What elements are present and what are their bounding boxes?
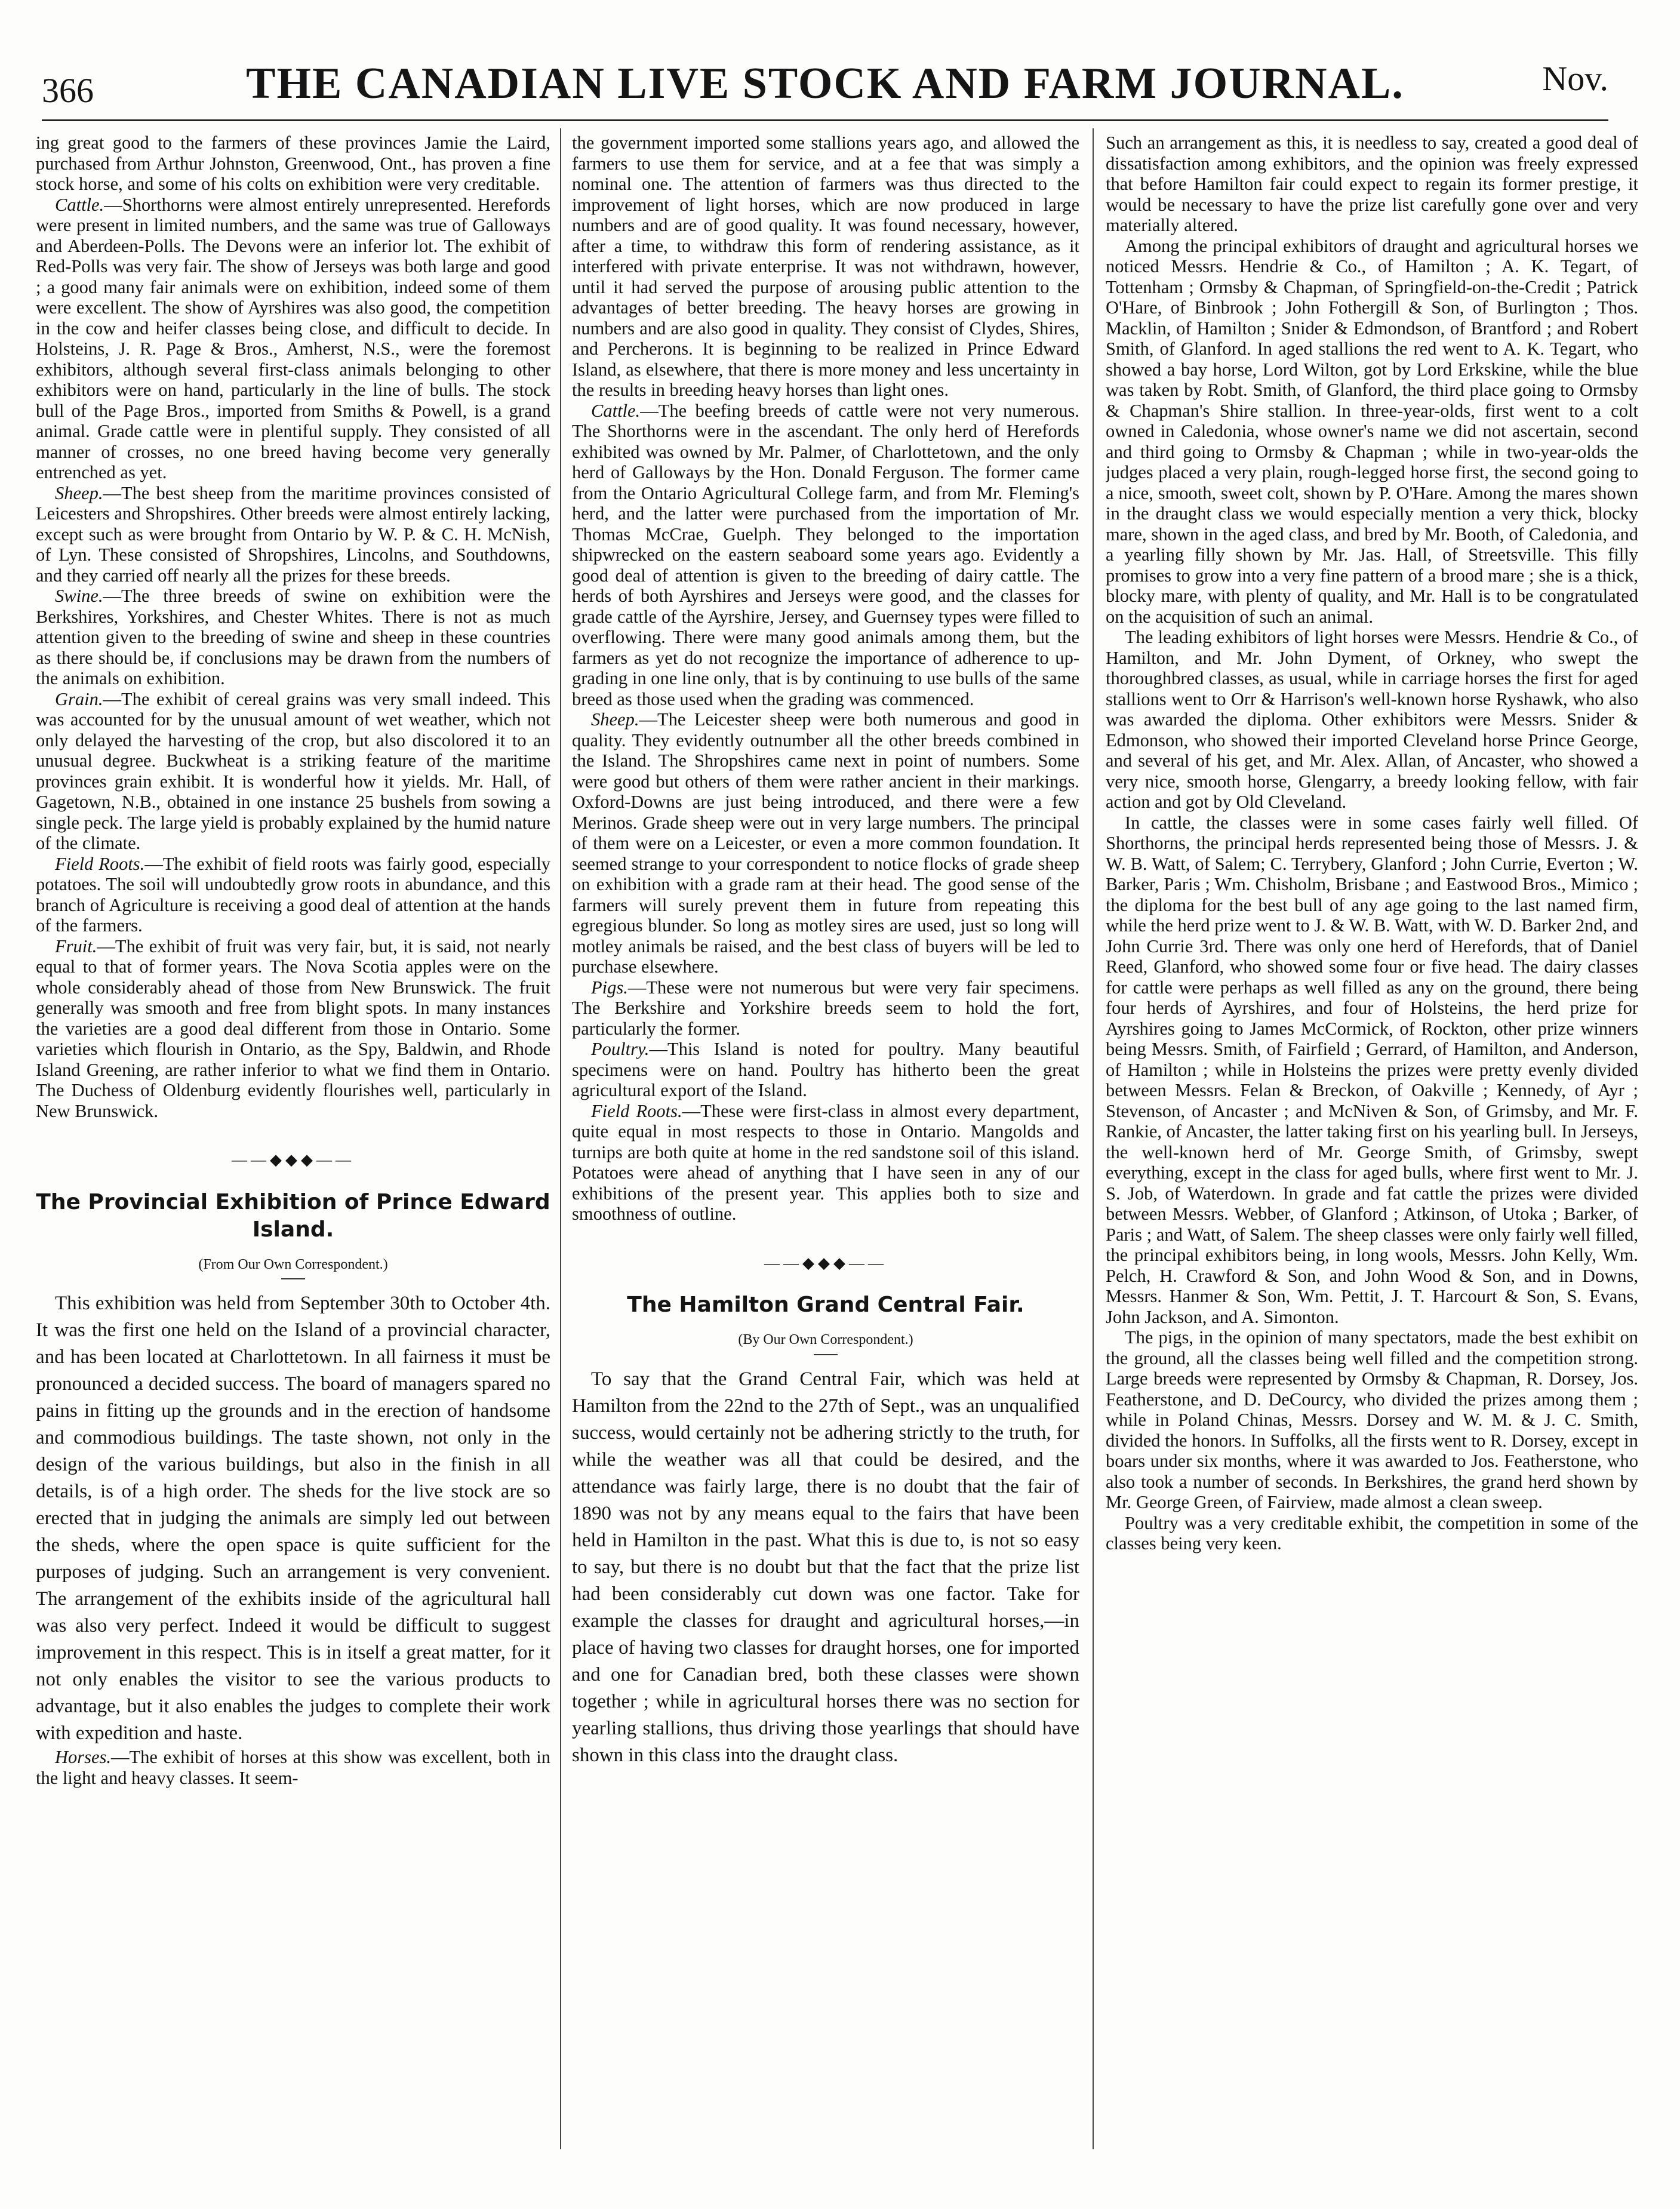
column-rule: [560, 128, 561, 2149]
paragraph: To say that the Grand Central Fair, which was held at Hamilton from the 22nd to the 27th of Sept., was an unqualified success, would certainly not be adhering strictly to the truth, for while the weather was all that could be desired, and the attendance was fairly large, there is no doubt that the fair of 1890 was not by any means equal to the fairs that have been held in Hamilton in the past. What this is due to, is not so easy to say, but there is no doubt but that the fact that the prize list had been considerably cut down was one factor. Take for example the classes for draught and agricultural horses,—in place of having two classes for draught horses, one for imported and one for Canadian bred, both these classes were shown together ; while in agricultural horses there was no section for yearling stallions, thus driving those yearlings that should have shown in this class into the draught class.: [572, 1368, 1079, 1766]
section-heading: Cattle.: [591, 400, 641, 421]
paragraph-text: —The exhibit of horses at this show was excellent, both in the light and heavy classes. It seem-: [36, 1747, 550, 1788]
paragraph: [572, 709, 1079, 977]
paragraph-text: —The exhibit of cereal grains was very small indeed. This was accounted for by the unusual amount of wet weather, which not only delayed the harvesting of the crop, but also discolored it to an unusual degree. Buckwheat is a striking feature of the maritime provinces grain exhibit. It is wonderful how it yields. Mr. Hall, of Gagetown, N.B., obtained in one instance 25 bushels from sowing a single peck. The large yield is probably explained by the humid nature of the climate.: [36, 688, 550, 853]
section-heading: Grain.: [55, 688, 103, 709]
section-heading: Cattle.: [55, 194, 104, 215]
paragraph-text: —The best sheep from the maritime provinces consisted of Leicesters and Shropshires. Other breeds were almost entirely lacking, except such as were brought from Ontario by W. P. & C. H. McNish, of Lyn. These consisted of Shropshires, Lincolns, and Southdowns, and they carried off nearly all the prizes for these breeds.: [36, 482, 550, 586]
paragraph: [572, 401, 1079, 710]
section-heading: Field Roots.: [55, 853, 145, 874]
section-heading: Fruit.: [55, 936, 97, 956]
paragraph-text: —These were not numerous but were very fair specimens. The Berkshire and Yorkshire breeds seem to hold the fort, particularly the former.: [572, 977, 1079, 1039]
paragraph: [572, 1101, 1079, 1225]
paragraph-text: —The three breeds of swine on exhibition were the Berkshires, Yorkshires, and Chester Whites. There is not as much attention given to the breeding of swine and sheep in these countries as there should be, if conclusions may be drawn from the numbers of the animals on exhibition.: [36, 586, 550, 688]
column-1: [36, 133, 550, 2150]
section-ornament: ——◆◆◆——: [232, 1151, 355, 1168]
paragraph: [36, 195, 550, 483]
paragraph: [36, 689, 550, 854]
paragraph: The leading exhibitors of light horses were Messrs. Hendrie & Co., of Hamilton, and Mr. John Dyment, of Orkney, who swept the thoroughbred classes, as usual, while in carriage horses the first for aged stallions went to Orr & Harrison's well-known horse Ryshawk, who also was awarded the diploma. Other exhibitors were Messrs. Snider & Edmonson, who showed their imported Cleveland horse Prince George, and several of his get, and Mr. Alex. Allan, of Ancaster, who showed a very nice, smooth horse, Glengarry, a breedy looking fellow, with fair action and got by Old Cleveland.: [1106, 627, 1638, 812]
column-3: [1106, 133, 1638, 2150]
journal-title: THE CANADIAN LIVE STOCK AND FARM JOURNAL.: [246, 59, 1404, 108]
paragraph-text: —Shorthorns were almost entirely unrepresented. Herefords were present in limited numbers, and the same was true of Galloways and Aberdeen-Polls. The Devons were an inferior lot. The exhibit of Red-Polls was very fair. The show of Jerseys was both large and good ; a good many fair animals were on exhibition, indeed some of them were excellent. The show of Ayrshires was also good, the competition in the cow and heifer classes being close, and difficult to decide. In Holsteins, J. R. Page & Bros., Amherst, N.S., were the foremost exhibitors, although several first-class animals belonging to other exhibitors were on hand, particularly in the line of bulls. The stock bull of the Page Bros., imported from Smiths & Powell, is a grand animal. Grade cattle were in plentiful supply. They consisted of all manner of crosses, no one breed having become very generally entrenched as yet.: [36, 194, 550, 482]
paragraph: [36, 483, 550, 586]
section-heading: Swine.: [55, 586, 103, 606]
issue-month: Nov.: [1542, 59, 1608, 98]
article-title: The Provincial Exhibition of Prince Edward Island.: [36, 1189, 550, 1242]
paragraph: Poultry was a very creditable exhibit, the competition in some of the classes being very keen.: [1106, 1512, 1638, 1553]
paragraph: [36, 1747, 550, 1788]
paragraph: [36, 854, 550, 936]
page-number: 366: [42, 71, 94, 110]
paragraph: This exhibition was held from September 30th to October 4th. It was the first one held on the Island of a provincial character, and has been located at Charlottetown. In all fairness it must be pronounced a decided success. The board of managers spared no pains in fitting up the grounds and in the erection of handsome and commodious buildings. The taste shown, not only in the design of the various buildings, but also in the finish in all details, is of a high order. The sheds for the live stock are so erected that in judging the animals are simply led out between the sheds, where the open space is quite sufficient for the purposes of judging. Such an arrangement is very convenient. The arrangement of the exhibits inside of the agricultural hall was also very perfect. Indeed it would be difficult to suggest improvement in this respect. This is in itself a great matter, for it not only enables the visitor to see the various products to advantage, but it also enables the judges to complete their work with expedition and haste.: [36, 1293, 550, 1744]
paragraph: the government imported some stallions years ago, and allowed the farmers to use them for service, and at a fee that was simply a nominal one. The attention of farmers was thus directed to the improvement of light horses, which are now produced in large numbers and are of good quality. It was found necessary, however, after a time, to withdraw this form of rendering assistance, as it interfered with private enterprise. It was not withdrawn, however, until it had served the purpose of arousing public attention to the advantages of better breeding. The heavy horses are growing in numbers and are also good in quality. They consist of Clydes, Shires, and Percherons. It is beginning to be realized in Prince Edward Island, as elsewhere, that there is more money and less uncertainty in the results in breeding heavy horses than light ones.: [572, 133, 1079, 400]
paragraph: In cattle, the classes were in some cases fairly well filled. Of Shorthorns, the principal herds represented being those of Messrs. J. & W. B. Watt, of Salem; C. Terrybery, Glanford ; John Currie, Everton ; W. Barker, Paris ; Wm. Chisholm, Brisbane ; and Eastwood Bros., Mimico ; the diploma for the best bull of any age going to the last named firm, while the herd prize went to J. & W. B. Watt, with W. D. Barker 2nd, and John Currie 3rd. There was only one herd of Herefords, that of Daniel Reed, Glanford, who showed some four or five head. The dairy classes for cattle were perhaps as well filled as any on the ground, there being four herds of Ayrshires, and four of Holsteins, the herd prize for Ayrshires going to James McCormick, of Rockton, other prize winners being Messrs. Smith, of Fairfield ; Gerrard, of Hamilton, and Anderson, of Hamilton ; while in Holsteins the prizes were pretty evenly divided between Messrs. Felan & Breckon, of Oakville ; Kennedy, of Ayr ; Stevenson, of Ancaster ; and McNiven & Son, of Grimsby, and Mr. F. Rankie, of Ancaster, the latter taking first on his yearling bull. In Jerseys, the well-known herd of Mr. George Smith, of Grimsby, swept everything, except in the class for aged bulls, where first went to Mr. J. S. Job, of Waterdown. In grade and fat cattle the prizes were divided between Messrs. Webber, of Glanford ; Atkinson, of Utoka ; Barker, of Paris ; and Watt, of Salem. The sheep classes were only fairly well filled, the principal exhibitors being, in long wools, Messrs. John Kelly, Wm. Pelch, H. Crawford & Son, and John Wood & Son, and in Downs, Messrs. Hanmer & Son, Wm. Pettit, J. T. Harcourt & Son, S. Evans, John Jackson, and A. Simonton.: [1106, 812, 1638, 1327]
paragraph-text: —The beefing breeds of cattle were not very numerous. The Shorthorns were in the ascendant. The only herd of Herefords exhibited was owned by Mr. Palmer, of Charlottetown, and the only herd of Galloways by the Hon. Donald Ferguson. The former came from the Ontario Agricultural College farm, and from Mr. Fleming's herd, and the latter were purchased from the importation of Mr. Thomas McCrae, Guelph. They belonged to the importation shipwrecked on the eastern seaboard some years ago. Evidently a good deal of attention is given to the breeding of dairy cattle. The herds of both Ayrshires and Jerseys were good, and the classes for grade cattle of the Ayrshire, Jersey, and Guernsey types were filled to overflowing. There were many good animals among them, but the farmers as yet do not recognize the importance of adherence to up-grading in one line only, that is by continuing to use bulls of the same breed as those used when the grading was commenced.: [572, 400, 1079, 709]
paragraph-text: —The Leicester sheep were both numerous and good in quality. They evidently outnumber all the other breeds combined in the Island. The Shropshires came next in point of numbers. Some were good but others of them were rather ancient in their markings. Oxford-Downs are just being introduced, and there were a few Merinos. Grade sheep were out in very large numbers. The principal of them were on a Leicester, or even a more common foundation. It seemed strange to your correspondent to notice flocks of grade sheep on exhibition with a grade ram at their head. The good sense of the farmers will surely prevent them in future from repeating this egregious blunder. So long as motley sires are used, just so long will motley animals be raised, and the best class of buyers will be led to purchase elsewhere.: [572, 709, 1079, 977]
column-2: [572, 133, 1079, 2150]
paragraph-text: —These were first-class in almost every department, quite equal in most respects to those in Ontario. Mangolds and turnips are both quite at home in the red sandstone soil of this island. Potatoes were ahead of anything that I have seen in any of our exhibitions of the present year. This applies both to size and smoothness of outline.: [572, 1100, 1079, 1224]
section-heading: Pigs.: [591, 977, 628, 998]
article-title: The Hamilton Grand Central Fair.: [627, 1293, 1024, 1317]
column-rule: [1093, 128, 1094, 2149]
article-byline: (From Our Own Correspondent.): [198, 1256, 388, 1272]
paragraph: Among the principal exhibitors of draught and agricultural horses we noticed Messrs. Hendrie & Co., of Hamilton ; A. K. Tegart, of Tottenham ; Ormsby & Chapman, of Springfield-on-the-Credit ; Patrick O'Hare, of Binbrook ; John Fothergill & Son, of Burlington ; Thos. Macklin, of Hamilton ; Snider & Edmondson, of Brantford ; and Robert Smith, of Glanford. In aged stallions the red went to A. K. Tegart, who showed a bay horse, Lord Wilton, got by Lord Erkskine, while the blue was taken by Robt. Smith, of Glanford, the third place going to Ormsby & Chapman's Shire stallion. In three-year-olds, first went to a colt owned in Caledonia, whose owner's name we did not ascertain, second and third going to Ormsby & Chapman ; while in two-year-olds the judges placed a very plain, rough-legged horse first, the second going to a nice, smooth, sweet colt, shown by P. O'Hare. Among the mares shown in the draught class we would especially mention a very thick, blocky mare, shown in the aged class, and bred by Mr. Booth, of Caledonia, and a yearling filly shown by Mr. Jas. Hall, of Streetsville. This filly promises to grow into a very fine pattern of a brood mare ; she is a thick, blocky mare, with plenty of quality, and Mr. Hall is to be congratulated on the acquisition of such an animal.: [1106, 235, 1638, 627]
paragraph: [36, 936, 550, 1122]
section-heading: Sheep.: [55, 482, 103, 503]
paragraph: Such an arrangement as this, it is needless to say, created a good deal of dissatisfaction among exhibitors, and the opinion was freely expressed that before Hamilton fair could expect to regain its former prestige, it would be necessary to have the prize list carefully gone over and very materially altered.: [1106, 133, 1638, 235]
paragraph: [572, 1039, 1079, 1101]
section-heading: Sheep.: [591, 709, 639, 730]
paragraph: ing great good to the farmers of these provinces Jamie the Laird, purchased from Arthur Johnston, Greenwood, Ont., has proven a fine stock horse, and some of his colts on exhibition were very creditable.: [36, 133, 550, 194]
page-header: [42, 54, 1608, 121]
paragraph-text: —The exhibit of field roots was fairly good, especially potatoes. The soil will undoubtedly grow roots in abundance, and this branch of Agriculture is receiving a good deal of attention at the hands of the farmers.: [36, 853, 550, 936]
section-ornament: ——◆◆◆——: [764, 1254, 887, 1272]
article-byline: (By Our Own Correspondent.): [738, 1332, 913, 1347]
divider: [281, 1278, 305, 1279]
divider: [814, 1354, 838, 1355]
paragraph-text: —This Island is noted for poultry. Many beautiful specimens were on hand. Poultry has hitherto been the great agricultural export of the Island.: [572, 1039, 1079, 1100]
paragraph: [572, 977, 1079, 1039]
paragraph-text: —The exhibit of fruit was very fair, but, it is said, not nearly equal to that of former years. The Nova Scotia apples were on the whole considerably ahead of those from New Brunswick. The fruit generally was smooth and free from blight spots. In many instances the varieties are a good deal different from those in Ontario. Some varieties which flourish in Ontario, as the Spy, Baldwin, and Rhode Island Greening, are rather inferior to what we find them in Ontario. The Duchess of Oldenburg evidently flourishes well, particularly in New Brunswick.: [36, 936, 550, 1121]
section-heading: Field Roots.: [591, 1100, 682, 1121]
section-heading: Poultry.: [591, 1039, 650, 1059]
paragraph: The pigs, in the opinion of many spectators, made the best exhibit on the ground, all the classes being well filled and the competition strong. Large breeds were represented by Ormsby & Chapman, R. Dorsey, Jos. Featherstone, and D. DeCourcy, who divided the prizes among them ; while in Poland Chinas, Messrs. Dorsey and W. M. & J. C. Smith, divided the honors. In Suffolks, all the firsts went to R. Dorsey, except in boars under six months, where it was awarded to Jos. Featherstone, who also took a number of seconds. In Berkshires, the grand herd shown by Mr. George Green, of Fairview, made almost a clean sweep.: [1106, 1327, 1638, 1512]
section-heading: Horses.: [55, 1747, 112, 1767]
paragraph: [36, 586, 550, 689]
